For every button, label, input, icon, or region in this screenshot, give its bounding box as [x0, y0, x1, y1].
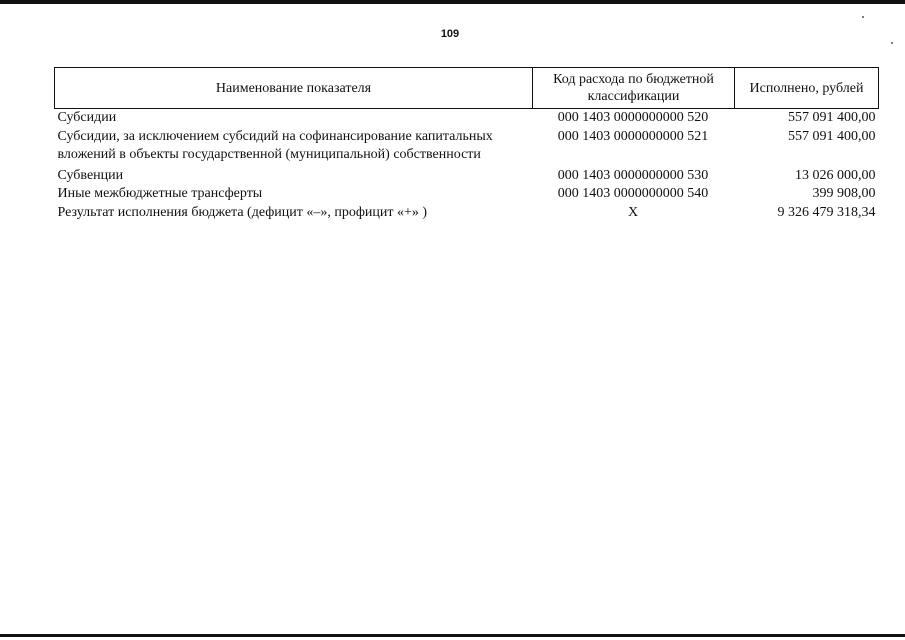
header-executed-amount: Исполнено, рублей: [735, 68, 879, 109]
row-expense-code: 000 1403 0000000000 521: [557, 128, 709, 144]
row-executed-amount: 9 326 479 318,34: [777, 204, 876, 220]
row-indicator-name: Субвенции: [57, 167, 124, 183]
row-indicator-name: Субсидии: [57, 110, 117, 125]
table-row: [55, 185, 879, 204]
table-row: [55, 204, 879, 223]
table-row: [55, 128, 879, 167]
row-indicator-name: Субсидии, за исключением субсидий на софинансирование капитальных вложений в объекты государственной (муниципальной) собственности: [57, 128, 493, 162]
row-executed-amount: 13 026 000,00: [795, 167, 876, 183]
scan-speck: [862, 16, 864, 18]
row-executed-amount: 557 091 400,00: [788, 128, 876, 144]
row-indicator-name: Результат исполнения бюджета (дефицит «–», профицит «+» ): [57, 204, 428, 220]
row-expense-code: X: [627, 204, 639, 220]
row-indicator-name: Иные межбюджетные трансферты: [57, 186, 263, 201]
bottom-scan-border: [0, 634, 905, 637]
scan-speck: [891, 42, 893, 44]
budget-execution-table: [54, 67, 879, 222]
table-row: [55, 167, 879, 186]
row-expense-code: 000 1403 0000000000 520: [557, 110, 709, 125]
row-expense-code: 000 1403 0000000000 540: [557, 186, 709, 201]
table-header-row: [55, 68, 879, 109]
top-scan-border: [0, 0, 905, 4]
table-row: [55, 109, 879, 128]
header-expense-code: Код расхода по бюджетной классификации: [533, 68, 735, 109]
row-executed-amount: 557 091 400,00: [788, 110, 876, 125]
row-expense-code: 000 1403 0000000000 530: [557, 167, 709, 183]
page-number: 109: [440, 28, 460, 40]
header-indicator-name: Наименование показателя: [55, 68, 533, 109]
row-executed-amount: 399 908,00: [812, 186, 876, 201]
